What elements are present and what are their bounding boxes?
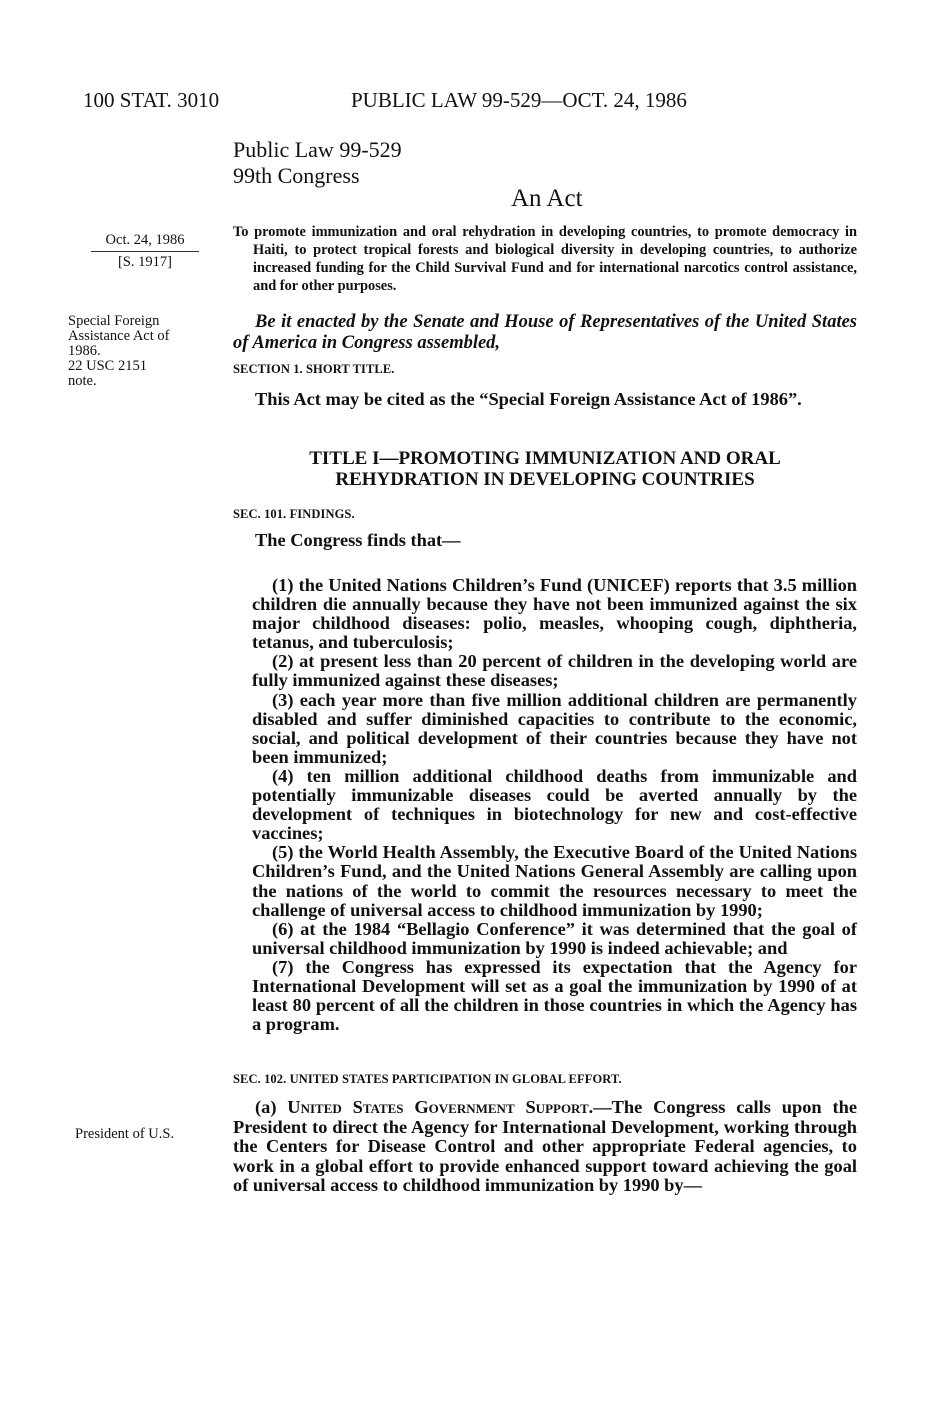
section-1-text: This Act may be cited as the “Special Foreign Assistance Act of 1986”. <box>255 389 802 409</box>
finding-item: (1) the United Nations Children’s Fund (UNICEF) reports that 3.5 million children die annually because they have not been immunized against the six major childhood diseases: polio, measles, whooping cough, diphtheria, tetanus, and tuberculosis; <box>252 575 857 653</box>
findings-list <box>213 576 857 1034</box>
finding-item: (6) at the 1984 “Bellagio Conference” it was determined that the goal of universal childhood immunization by 1990 is indeed achievable; and <box>252 918 857 958</box>
law-heading <box>233 137 402 189</box>
section-102-text <box>233 1098 857 1196</box>
section-1-heading: SECTION 1. SHORT TITLE. <box>233 362 395 376</box>
margin-date: Oct. 24, 1986 <box>105 232 185 248</box>
margin-note-short-title <box>68 314 218 389</box>
purpose-clause: To promote immunization and oral rehydration in developing countries, to promote democracy in Haiti, to protect tropical forests and biological diversity in developing countries, to authorize increased funding for the Child Survival Fund and for international narcotics control assistance, and for other purposes. <box>233 224 857 294</box>
public-law-number: Public Law 99-529 <box>233 137 402 162</box>
margin-bill-number: [S. 1917] <box>118 254 172 270</box>
finding-item: (3) each year more than five million additional children are permanently disabled and suffer diminished capacities to contribute to the economic, social, and political development of their countries because they have not been immunized; <box>252 689 857 767</box>
finding-item: (7) the Congress has expressed its expectation that the Agency for International Development will set as a goal the immunization by 1990 of at least 80 percent of all the children in those countries in which the Agency has a program. <box>252 956 857 1035</box>
finding-item: (5) the World Health Assembly, the Executive Board of the United Nations Children’s Fund, and the United Nations General Assembly are calling upon the nations of the world to commit the resources necessary to meet the challenge of universal access to childhood immunization by 1990; <box>252 842 857 920</box>
margin-note-line: 22 USC 2151 <box>68 358 147 374</box>
congress-number: 99th Congress <box>233 163 360 188</box>
margin-note-line: 1986. <box>68 343 101 359</box>
margin-date-block <box>85 230 205 272</box>
margin-note-president: President of U.S. <box>75 1126 175 1142</box>
subsection-label: (a) <box>255 1097 288 1117</box>
section-101-heading: SEC. 101. FINDINGS. <box>233 507 355 521</box>
finding-item: (4) ten million additional childhood deaths from immunizable and potentially immunizable diseases could be averted annually by the development of techniques in biotechnology for new and cost-effective vaccines; <box>252 765 857 844</box>
subsection-caption: United States Government Support <box>287 1097 589 1117</box>
an-act-heading: An Act <box>511 185 583 212</box>
section-102-heading: SEC. 102. UNITED STATES PARTICIPATION IN GLOBAL EFFORT. <box>233 1072 622 1086</box>
title-1-heading <box>233 448 857 490</box>
subsection-body: .—The Congress calls upon the President to direct the Agency for International Development, working through the Centers for Disease Control and other appropriate Federal agencies, to work in a global effort to provide enhanced support toward achieving the goal of universal access to childhood immunization by 1990 by— <box>233 1097 858 1195</box>
findings-intro: The Congress finds that— <box>255 530 461 550</box>
law-date-header: PUBLIC LAW 99-529—OCT. 24, 1986 <box>351 88 687 112</box>
margin-note-line: Assistance Act of <box>68 328 170 344</box>
title-1-line: TITLE I—PROMOTING IMMUNIZATION AND ORAL <box>309 448 781 469</box>
margin-note-line: note. <box>68 373 97 389</box>
margin-note-line: Special Foreign <box>68 313 160 329</box>
title-1-line: REHYDRATION IN DEVELOPING COUNTRIES <box>335 469 755 490</box>
enacting-clause: Be it enacted by the Senate and House of Representatives of the United States of America in Congress assembled, <box>233 312 857 353</box>
stat-page-number: 100 STAT. 3010 <box>83 88 220 112</box>
finding-item: (2) at present less than 20 percent of children in the developing world are fully immunized against these diseases; <box>252 651 857 691</box>
